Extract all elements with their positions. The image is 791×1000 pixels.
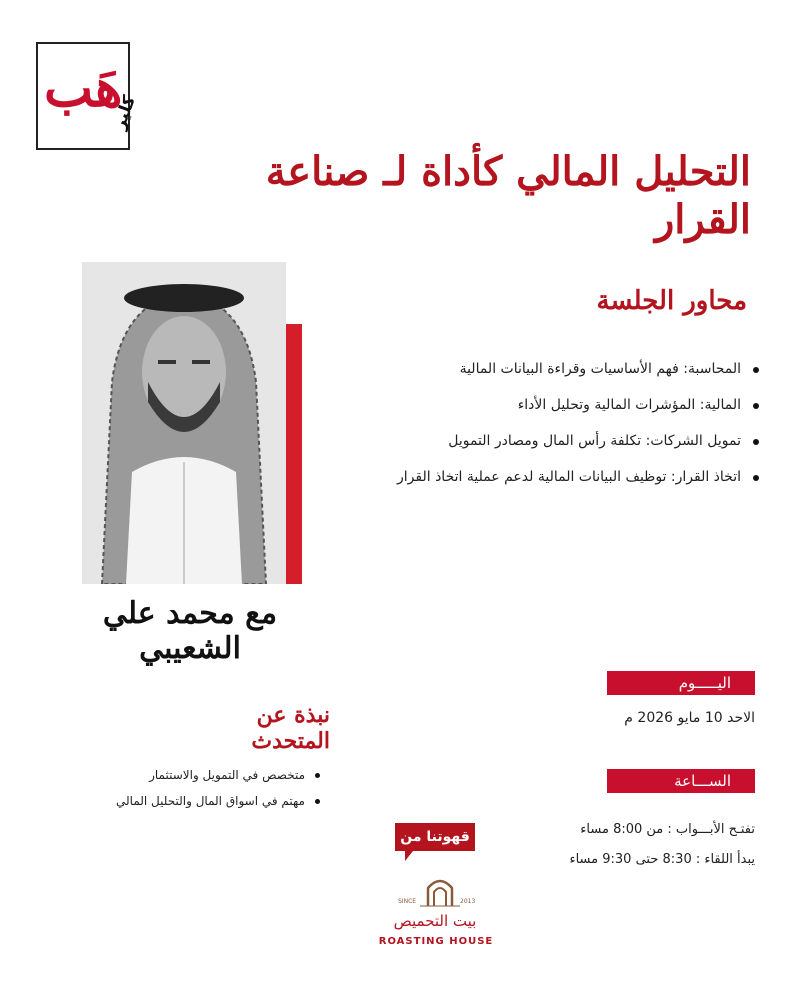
list-item	[339, 468, 759, 504]
list-item	[80, 768, 320, 794]
about-text: مهتم في اسواق المال والتحليل المالي	[116, 794, 305, 808]
topic-text: المالية: المؤشرات المالية وتحليل الأداء	[517, 397, 741, 413]
partner-name-english: ROASTING HOUSE	[378, 936, 494, 947]
about-text: متخصص في التمويل والاستثمار	[149, 768, 305, 782]
topic-text: المحاسبة: فهم الأساسيات وقراءة البيانات المالية	[459, 361, 741, 377]
partner-name-arabic: بيت التحميص	[393, 912, 477, 930]
logo-mark: هَب	[44, 58, 123, 119]
bullet-icon	[753, 403, 759, 409]
doors-open-time: تفتـح الأبـــواب : من 8:00 مساء	[580, 822, 755, 837]
logo-subtext: كلير	[109, 93, 140, 133]
bullet-icon	[753, 475, 759, 481]
speaker-portrait-icon	[82, 262, 286, 584]
session-time: يبدأ اللقاء : 8:30 حتى 9:30 مساء	[569, 852, 755, 867]
time-label: الســـاعة	[607, 769, 755, 793]
about-list	[80, 768, 320, 820]
bullet-icon	[315, 799, 320, 804]
since-label: SINCE	[398, 898, 417, 905]
bubble-tail-icon	[405, 851, 413, 861]
list-item	[80, 794, 320, 820]
event-title: التحليل المالي كأداة لـ صناعة القرار	[265, 148, 751, 243]
bullet-icon	[753, 367, 759, 373]
topic-text: تمويل الشركات: تكلفة رأس المال ومصادر التمويل	[448, 433, 741, 449]
bullet-icon	[753, 439, 759, 445]
speaker-photo	[82, 262, 286, 584]
about-heading: نبذة عن المتحدث	[251, 702, 330, 754]
since-year: 2013	[460, 898, 476, 905]
speaker-name: مع محمد علي الشعيبي	[102, 596, 278, 666]
event-date: الاحد 10 مايو 2026 م	[624, 710, 755, 726]
bullet-icon	[315, 773, 320, 778]
topics-heading: محاور الجلسة	[596, 286, 747, 316]
topics-list	[339, 360, 759, 504]
roasting-house-arch-icon	[410, 872, 470, 912]
coffee-bubble: قهوتنا من	[395, 823, 475, 851]
list-item	[339, 360, 759, 396]
topic-text: اتخاذ القرار: توظيف البيانات المالية لدعم عملية اتخاذ القرار	[397, 469, 741, 485]
list-item	[339, 396, 759, 432]
day-label: اليـــــوم	[607, 671, 755, 695]
list-item	[339, 432, 759, 468]
